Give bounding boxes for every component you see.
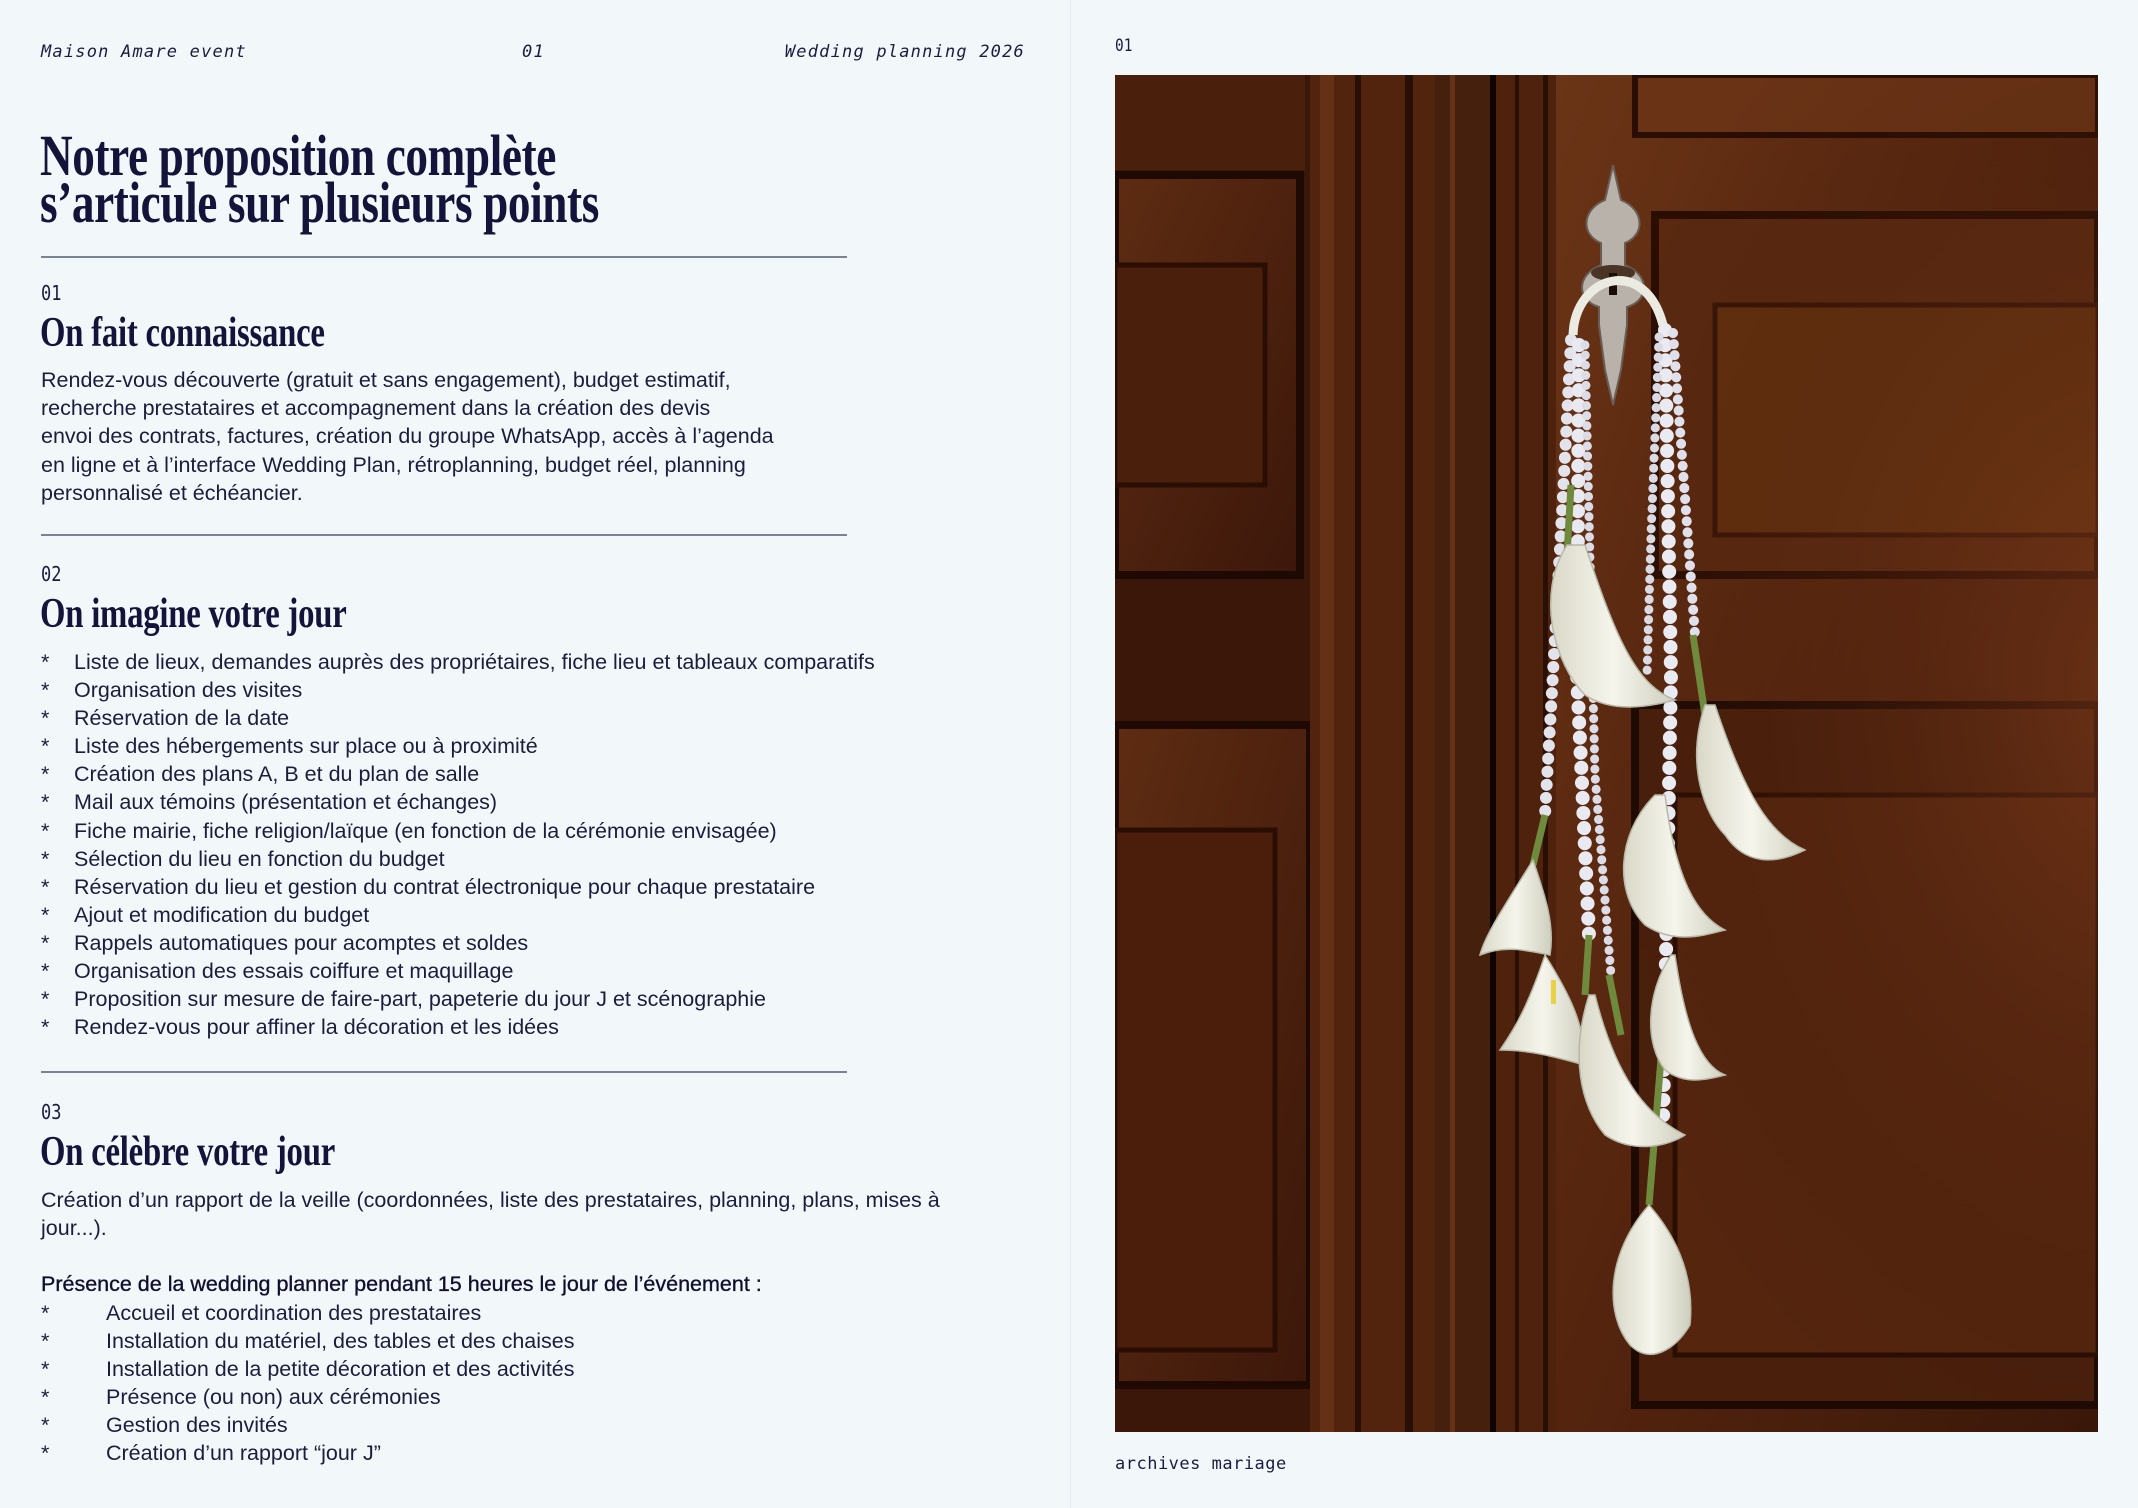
asterisk-bullet-icon: * bbox=[41, 1441, 50, 1466]
asterisk-bullet-icon: * bbox=[41, 790, 50, 815]
asterisk-bullet-icon: * bbox=[41, 678, 50, 703]
paragraph-line: Rendez-vous découverte (gratuit et sans engagement), budget estimatif, bbox=[41, 368, 731, 392]
list-item-text: Accueil et coordination des prestataires bbox=[106, 1301, 482, 1325]
list-item-text: Liste de lieux, demandes auprès des propriétaires, fiche lieu et tableaux comparatifs bbox=[74, 650, 875, 674]
list-item bbox=[41, 817, 875, 845]
page-title-line-1: Notre proposition complète bbox=[40, 123, 556, 188]
list-item-text: Sélection du lieu en fonction du budget bbox=[74, 846, 445, 871]
paragraph-line: personnalisé et échéancier. bbox=[41, 480, 303, 505]
asterisk-bullet-icon: * bbox=[41, 874, 50, 899]
asterisk-bullet-icon: * bbox=[41, 1385, 50, 1410]
section-paragraph bbox=[41, 1186, 940, 1242]
asterisk-bullet-icon: * bbox=[41, 818, 50, 843]
section-number: 03 bbox=[41, 1100, 62, 1124]
list-item bbox=[41, 732, 875, 760]
asterisk-bullet-icon: * bbox=[41, 1357, 50, 1382]
list-item-text: Réservation de la date bbox=[74, 706, 290, 731]
section-paragraph bbox=[41, 366, 774, 507]
list-item-text: Création des plans A, B et du plan de salle bbox=[74, 762, 480, 787]
asterisk-bullet-icon: * bbox=[41, 1329, 50, 1354]
list-item-text: Ajout et modification du budget bbox=[74, 902, 370, 927]
asterisk-bullet-icon: * bbox=[41, 734, 50, 759]
asterisk-bullet-icon: * bbox=[41, 846, 50, 871]
divider bbox=[41, 256, 847, 258]
right-page bbox=[1071, 0, 2138, 1508]
list-item bbox=[41, 1299, 575, 1327]
list-item bbox=[41, 957, 875, 985]
presence-heading: Présence de la wedding planner pendant 15 heures le jour de l’événement : bbox=[41, 1272, 762, 1296]
section-number: 02 bbox=[41, 562, 62, 586]
list-item bbox=[41, 873, 875, 901]
list-item-text: Réservation du lieu et gestion du contrat électronique pour chaque prestataire bbox=[74, 874, 816, 899]
photo-caption: archives mariage bbox=[1115, 1454, 1287, 1474]
list-item bbox=[41, 704, 875, 732]
paragraph-line: Création d’un rapport de la veille (coordonnées, liste des prestataires, planning, plans, mises à bbox=[41, 1188, 940, 1212]
list-item-text: Installation de la petite décoration et des activités bbox=[106, 1357, 575, 1382]
page-title-line-2: s’articule sur plusieurs points bbox=[40, 170, 599, 235]
paragraph-line: jour...). bbox=[41, 1216, 107, 1241]
list-item-text: Présence (ou non) aux cérémonies bbox=[106, 1385, 441, 1410]
asterisk-bullet-icon: * bbox=[41, 650, 50, 674]
asterisk-bullet-icon: * bbox=[41, 1413, 50, 1438]
door-lilies-photo bbox=[1115, 75, 2098, 1432]
list-item-text: Rappels automatiques pour acomptes et soldes bbox=[74, 930, 529, 955]
list-item bbox=[41, 1013, 875, 1041]
list-item-text: Organisation des visites bbox=[74, 678, 303, 703]
asterisk-bullet-icon: * bbox=[41, 706, 50, 731]
list-item bbox=[41, 845, 875, 873]
list-item-text: Organisation des essais coiffure et maquillage bbox=[74, 959, 514, 984]
list-item bbox=[41, 760, 875, 788]
list-item bbox=[41, 1355, 575, 1383]
page-title bbox=[40, 123, 599, 235]
day-of-services-list bbox=[41, 1299, 575, 1468]
section-title: On fait connaissance bbox=[40, 310, 325, 356]
header-brand: Maison Amare event bbox=[41, 42, 247, 62]
divider bbox=[41, 534, 847, 536]
list-item bbox=[41, 1411, 575, 1439]
section-number: 01 bbox=[41, 281, 62, 305]
list-item bbox=[41, 1439, 575, 1467]
section-title: On imagine votre jour bbox=[40, 591, 347, 637]
list-item-text: Fiche mairie, fiche religion/laïque (en fonction de la cérémonie envisagée) bbox=[74, 818, 777, 843]
header-document-title: Wedding planning 2026 bbox=[784, 42, 1025, 62]
list-item bbox=[41, 1383, 575, 1411]
divider bbox=[41, 1071, 847, 1073]
list-item bbox=[41, 929, 875, 957]
header-page-number: 01 bbox=[522, 42, 545, 62]
list-item-text: Création d’un rapport “jour J” bbox=[106, 1441, 381, 1466]
list-item-text: Proposition sur mesure de faire-part, papeterie du jour J et scénographie bbox=[74, 987, 766, 1012]
list-item-text: Mail aux témoins (présentation et échanges) bbox=[74, 790, 498, 815]
list-item bbox=[41, 676, 875, 704]
list-item bbox=[41, 985, 875, 1013]
section-title: On célèbre votre jour bbox=[40, 1129, 335, 1175]
paragraph-line: envoi des contrats, factures, création du groupe WhatsApp, accès à l’agenda bbox=[41, 424, 774, 449]
list-item bbox=[41, 788, 875, 816]
asterisk-bullet-icon: * bbox=[41, 1015, 50, 1040]
list-item-text: Installation du matériel, des tables et des chaises bbox=[106, 1329, 575, 1354]
list-item bbox=[41, 901, 875, 929]
list-item-text: Liste des hébergements sur place ou à proximité bbox=[74, 734, 538, 759]
list-item bbox=[41, 648, 875, 676]
paragraph-line: recherche prestataires et accompagnement dans la création des devis bbox=[41, 396, 711, 421]
asterisk-bullet-icon: * bbox=[41, 1301, 50, 1325]
asterisk-bullet-icon: * bbox=[41, 930, 50, 955]
list-item bbox=[41, 1327, 575, 1355]
photo-number: 01 bbox=[1115, 36, 1133, 56]
asterisk-bullet-icon: * bbox=[41, 902, 50, 927]
asterisk-bullet-icon: * bbox=[41, 959, 50, 984]
list-item-text: Gestion des invités bbox=[106, 1413, 288, 1438]
services-list bbox=[41, 648, 875, 1041]
list-item-text: Rendez-vous pour affiner la décoration et les idées bbox=[74, 1015, 559, 1040]
asterisk-bullet-icon: * bbox=[41, 987, 50, 1012]
asterisk-bullet-icon: * bbox=[41, 762, 50, 787]
paragraph-line: en ligne et à l’interface Wedding Plan, rétroplanning, budget réel, planning bbox=[41, 452, 746, 477]
